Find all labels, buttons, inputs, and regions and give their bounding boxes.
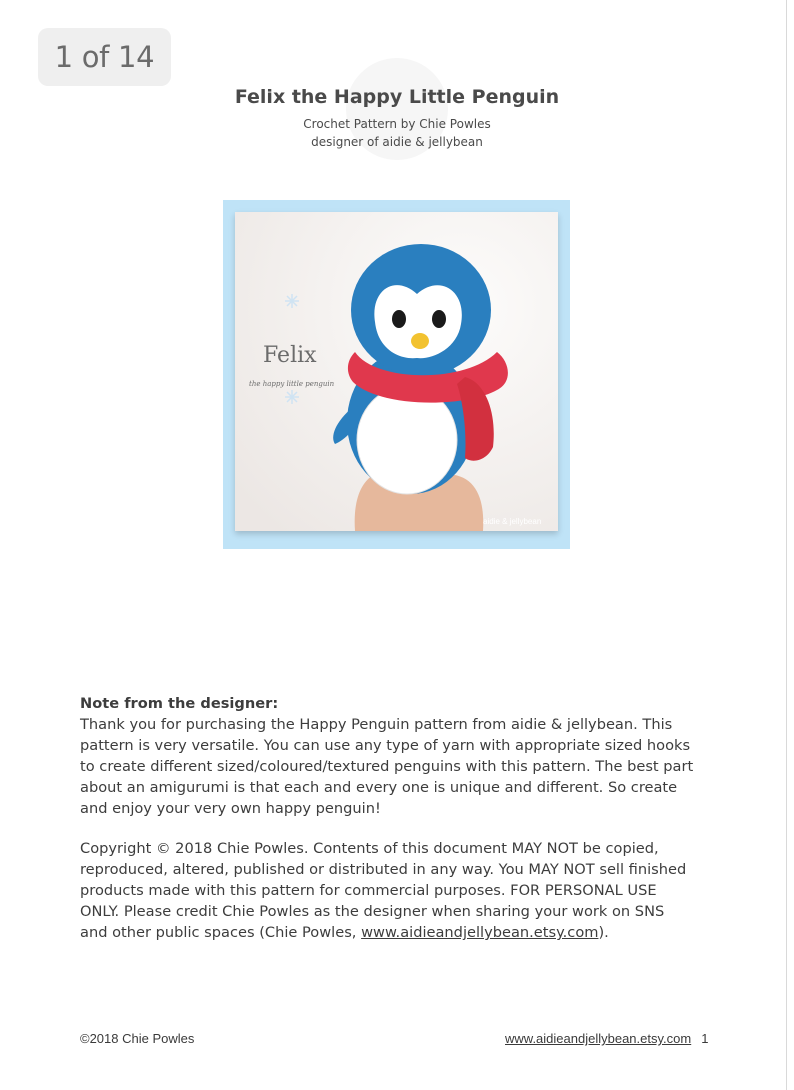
note-line: to create different sized/coloured/textured penguins with this pattern. The best part bbox=[80, 758, 694, 775]
photo-watermark: aidie & jellybean bbox=[483, 517, 542, 526]
note-line: pattern is very versatile. You can use any type of yarn with appropriate sized hooks bbox=[80, 737, 691, 754]
document-subtitle: Crochet Pattern by Chie Powles bbox=[303, 117, 491, 131]
photo-name-text: Felix bbox=[263, 343, 317, 368]
copyright-last-prefix: and other public spaces (Chie Powles, bbox=[80, 924, 362, 941]
note-heading: Note from the designer: bbox=[80, 695, 279, 712]
copyright-line bbox=[80, 922, 700, 943]
page-edge bbox=[786, 0, 787, 1090]
document-title: Felix the Happy Little Penguin bbox=[234, 86, 560, 108]
penguin-illustration bbox=[235, 212, 558, 531]
note-line: about an amigurumi is that each and every one is unique and different. So create bbox=[80, 779, 678, 796]
copyright-line: reproduced, altered, published or distributed in any way. You MAY NOT sell finished bbox=[80, 861, 687, 878]
penguin-eye-right bbox=[432, 310, 446, 328]
snowflake-icon bbox=[285, 390, 299, 404]
page-indicator: 1 of 14 bbox=[38, 28, 171, 86]
copyright-line: products made with this pattern for commercial purposes. FOR PERSONAL USE bbox=[80, 882, 657, 899]
cover-photo-inner bbox=[235, 212, 558, 531]
copyright-notice bbox=[80, 838, 700, 943]
photo-tagline: the happy little penguin bbox=[249, 380, 335, 388]
cover-photo bbox=[223, 200, 570, 549]
note-line: and enjoy your very own happy penguin! bbox=[80, 800, 381, 817]
penguin-beak bbox=[411, 333, 429, 349]
document-designer-line: designer of aidie & jellybean bbox=[311, 135, 483, 149]
designer-note bbox=[80, 693, 694, 819]
snowflake-icon bbox=[285, 294, 299, 308]
copyright-last-suffix: ). bbox=[598, 924, 609, 941]
note-line: Thank you for purchasing the Happy Penguin pattern from aidie & jellybean. This bbox=[80, 716, 673, 733]
footer-page-number: 1 bbox=[701, 1031, 709, 1046]
footer-copyright: ©2018 Chie Powles bbox=[80, 1031, 195, 1046]
copyright-line: ONLY. Please credit Chie Powles as the designer when sharing your work on SNS bbox=[80, 903, 665, 920]
copyright-line: Copyright © 2018 Chie Powles. Contents of this document MAY NOT be copied, bbox=[80, 840, 659, 857]
footer-right bbox=[505, 1031, 708, 1046]
penguin-eye-left bbox=[392, 310, 406, 328]
etsy-link[interactable]: www.aidieandjellybean.etsy.com bbox=[361, 924, 599, 941]
footer-url-link[interactable]: www.aidieandjellybean.etsy.com bbox=[505, 1031, 692, 1046]
